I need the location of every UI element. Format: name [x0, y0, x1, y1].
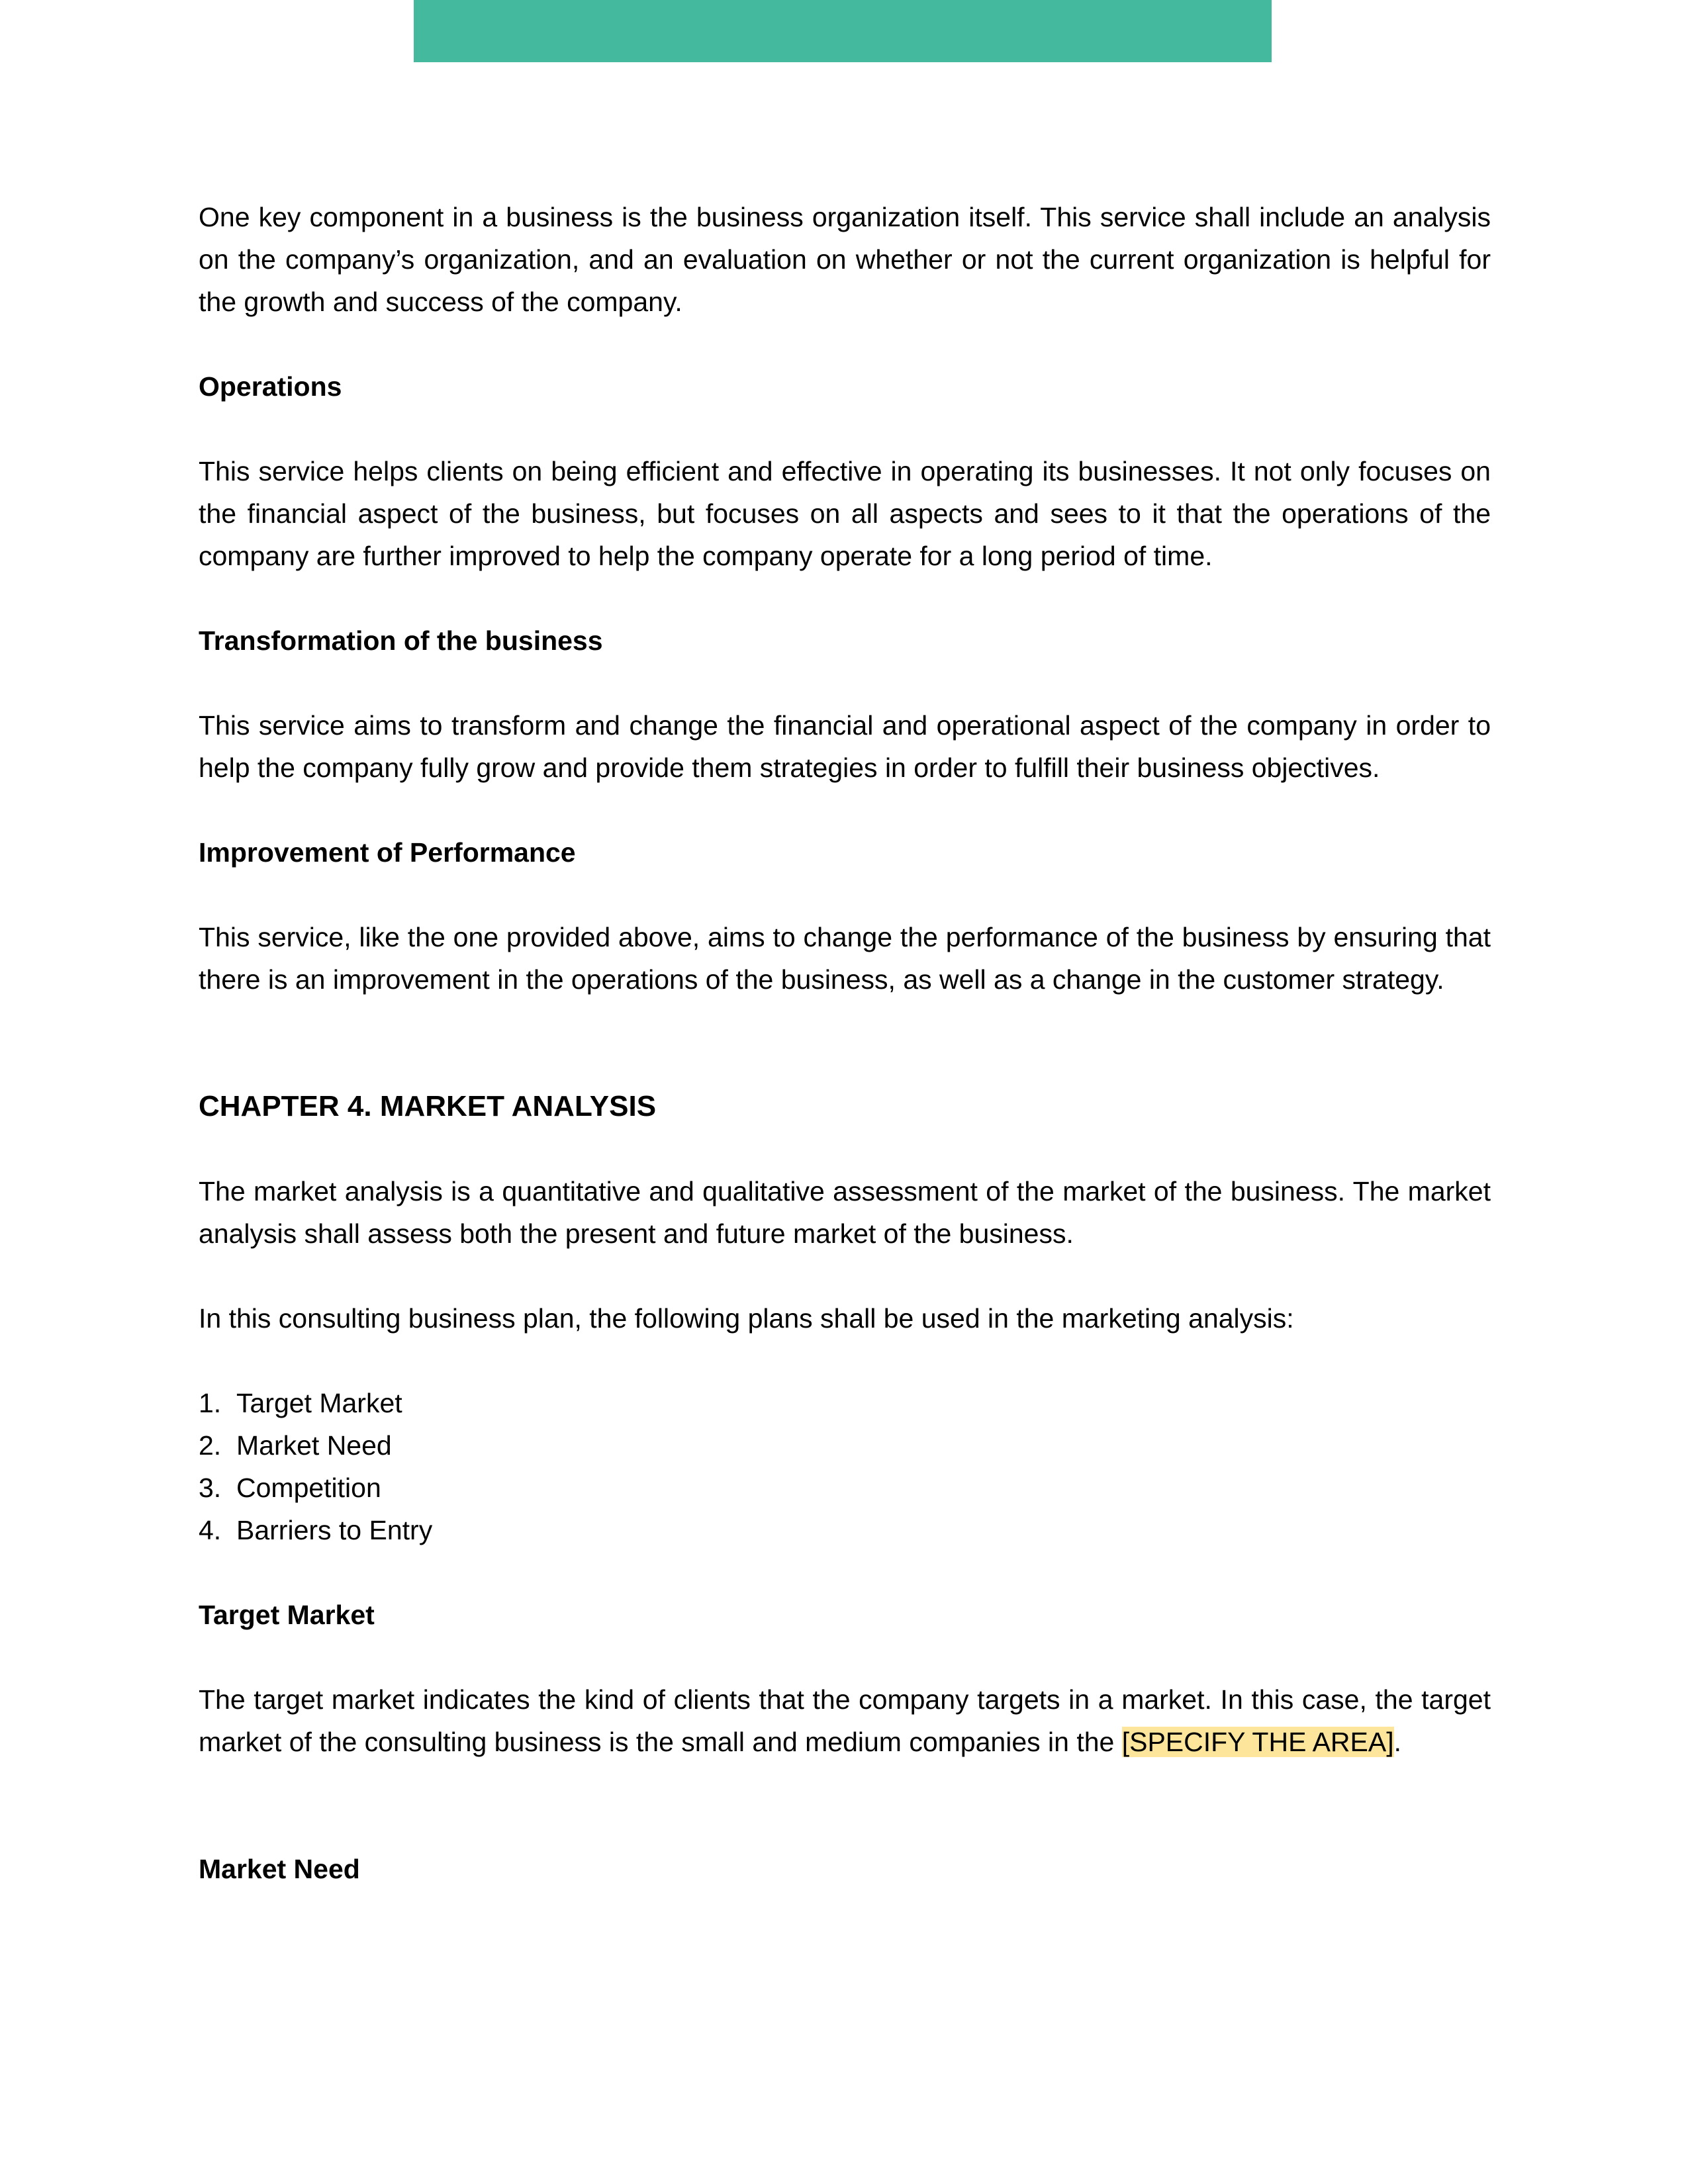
plans-list [199, 1382, 1491, 1551]
operations-paragraph: This service helps clients on being efficient and effective in operating its businesses. It not only focuses on the financial aspect of the business, but focuses on all aspects and sees to it that the operations of the company are further improved to help the company operate for a long period of time. [199, 456, 1491, 571]
improvement-paragraph: This service, like the one provided above, aims to change the performance of the business by ensuring that there is an improvement in the operations of the business, as well as a change in the customer strategy. [199, 922, 1491, 995]
list-item-number: 2. [199, 1430, 222, 1461]
list-item [199, 1382, 1491, 1424]
list-item [199, 1509, 1491, 1551]
list-item-number: 3. [199, 1473, 222, 1503]
target-market-text: The target market indicates the kind of clients that the company targets in a market. In this case, the target market of the consulting business is the small and medium companies in the [199, 1684, 1491, 1757]
list-item-number: 4. [199, 1515, 222, 1545]
improvement-heading: Improvement of Performance [199, 837, 576, 868]
list-item [199, 1467, 1491, 1509]
header-color-band [414, 0, 1272, 62]
list-item-label: Competition [236, 1473, 381, 1503]
list-item-label: Target Market [236, 1388, 402, 1418]
plans-intro: In this consulting business plan, the following plans shall be used in the marketing analysis: [199, 1303, 1294, 1334]
transformation-heading: Transformation of the business [199, 625, 603, 656]
document-body [199, 196, 1491, 1890]
target-market-paragraph [199, 1678, 1491, 1763]
area-placeholder-highlight: [SPECIFY THE AREA] [1121, 1727, 1394, 1757]
list-item [199, 1424, 1491, 1467]
list-item-label: Market Need [236, 1430, 392, 1461]
operations-heading: Operations [199, 371, 342, 402]
transformation-paragraph: This service aims to transform and change the financial and operational aspect of the company in order to help the company fully grow and provide them strategies in order to fulfill their business objectives. [199, 710, 1491, 783]
market-analysis-intro: The market analysis is a quantitative and qualitative assessment of the market of the business. The market analysis shall assess both the present and future market of the business. [199, 1176, 1491, 1249]
list-item-label: Barriers to Entry [236, 1515, 433, 1545]
list-item-number: 1. [199, 1388, 222, 1418]
target-market-period: . [1393, 1727, 1402, 1757]
target-market-heading: Target Market [199, 1600, 375, 1630]
chapter-title: CHAPTER 4. MARKET ANALYSIS [199, 1090, 657, 1122]
market-need-heading: Market Need [199, 1854, 360, 1884]
intro-paragraph: One key component in a business is the business organization itself. This service shall include an analysis on the company’s organization, and an evaluation on whether or not the current organization is helpful for the growth and success of the company. [199, 202, 1491, 317]
